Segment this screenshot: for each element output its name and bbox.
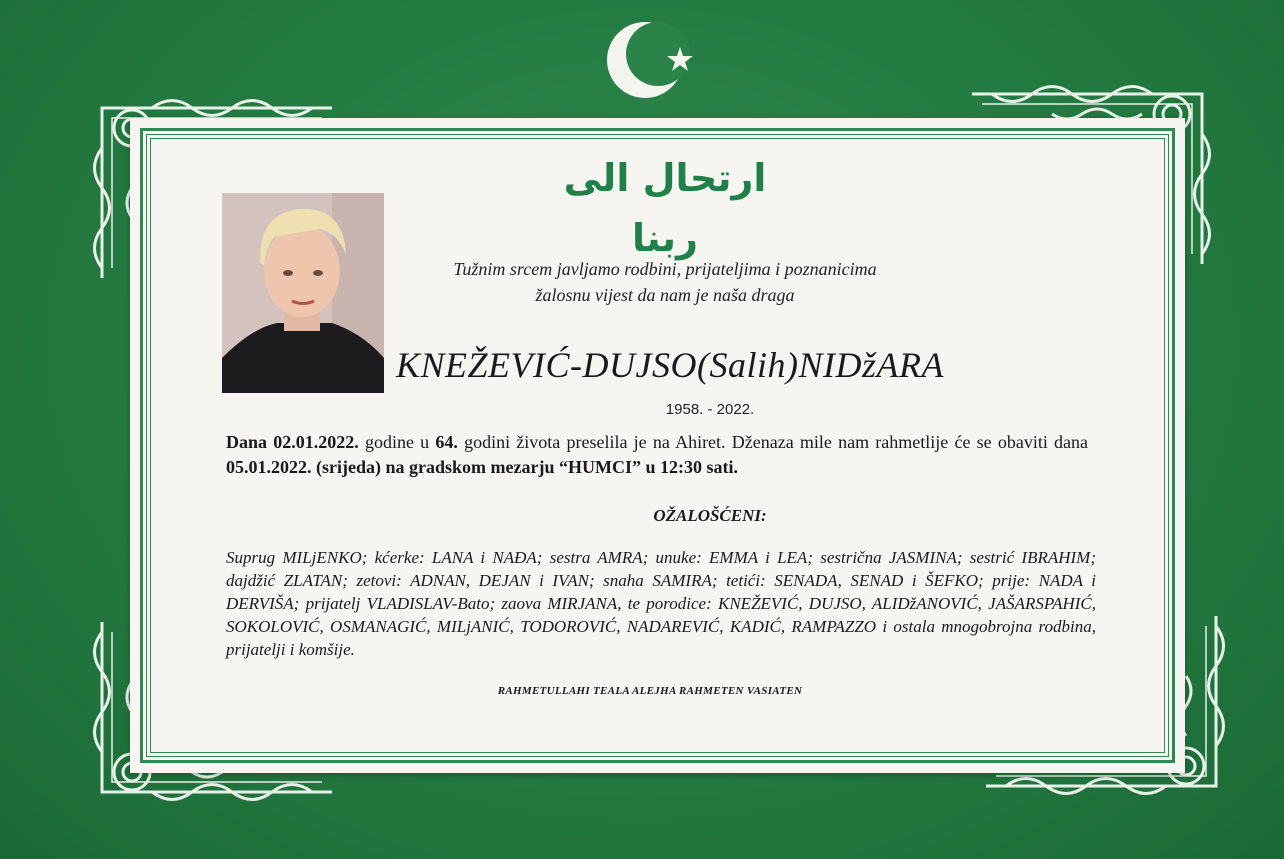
arabic-calligraphy: ارتحال الى ربنا	[563, 156, 767, 260]
announcement-body: godini života preselila je na Ahiret. Dženaza mile nam rahmetlije će se obaviti dana	[464, 432, 1089, 452]
text-dana: Dana	[226, 432, 268, 452]
intro-line-2: žalosnu vijest da nam je naša draga	[535, 285, 795, 305]
deceased-name: KNEŽEVIĆ-DUJSO(Salih)NIDžARA	[396, 345, 944, 385]
mourners-list: Suprug MILjENKO; kćerke: LANA i NAĐA; sestra AMRA; unuke: EMMA i LEA; sestrična JASMINA; sestrić IBRAHIM; dajdžić ZLATAN; zetovi: ADNAN, DEJAN i IVAN; snaha SAMIRA; tetići: SENADA, SENAD i ŠEFKO; prije: NADA i DERVIŠA; prijatelj VLADISLAV-Bato; zaova MIRJANA, te porodice: KNEŽEVIĆ, DUJSO, ALIDžANOVIĆ, JAŠARSPAHIĆ, SOKOLOVIĆ, OSMANAGIĆ, MILjANIĆ, TODOROVIĆ, NADAREVIĆ, KADIĆ, RAMPAZZO i ostala mnogobrojna rodbina, prijatelji i komšije.	[226, 548, 1096, 659]
funeral-announcement	[226, 430, 1088, 480]
text-sati: sati.	[706, 457, 738, 477]
intro-line-1: Tužnim srcem javljamo rodbini, prijateljima i poznanicima	[453, 259, 877, 279]
portrait-photo	[222, 193, 384, 393]
mourners-title: OŽALOŠĆENI:	[653, 506, 767, 525]
closing-prayer: RAHMETULLAHI TEALA ALEJHA RAHMETEN VASIATEN	[497, 685, 803, 697]
funeral-date-place: 05.01.2022. (srijeda) na gradskom mezarju “HUMCI” u 12:30	[226, 457, 702, 477]
date-of-death: 02.01.2022.	[273, 432, 359, 452]
text-godine: godine u	[364, 432, 430, 452]
intro-text	[385, 256, 945, 308]
life-years: 1958. - 2022.	[665, 401, 755, 418]
obituary-paper	[130, 118, 1185, 773]
age: 64.	[435, 432, 458, 452]
crescent-star-icon	[600, 12, 700, 107]
